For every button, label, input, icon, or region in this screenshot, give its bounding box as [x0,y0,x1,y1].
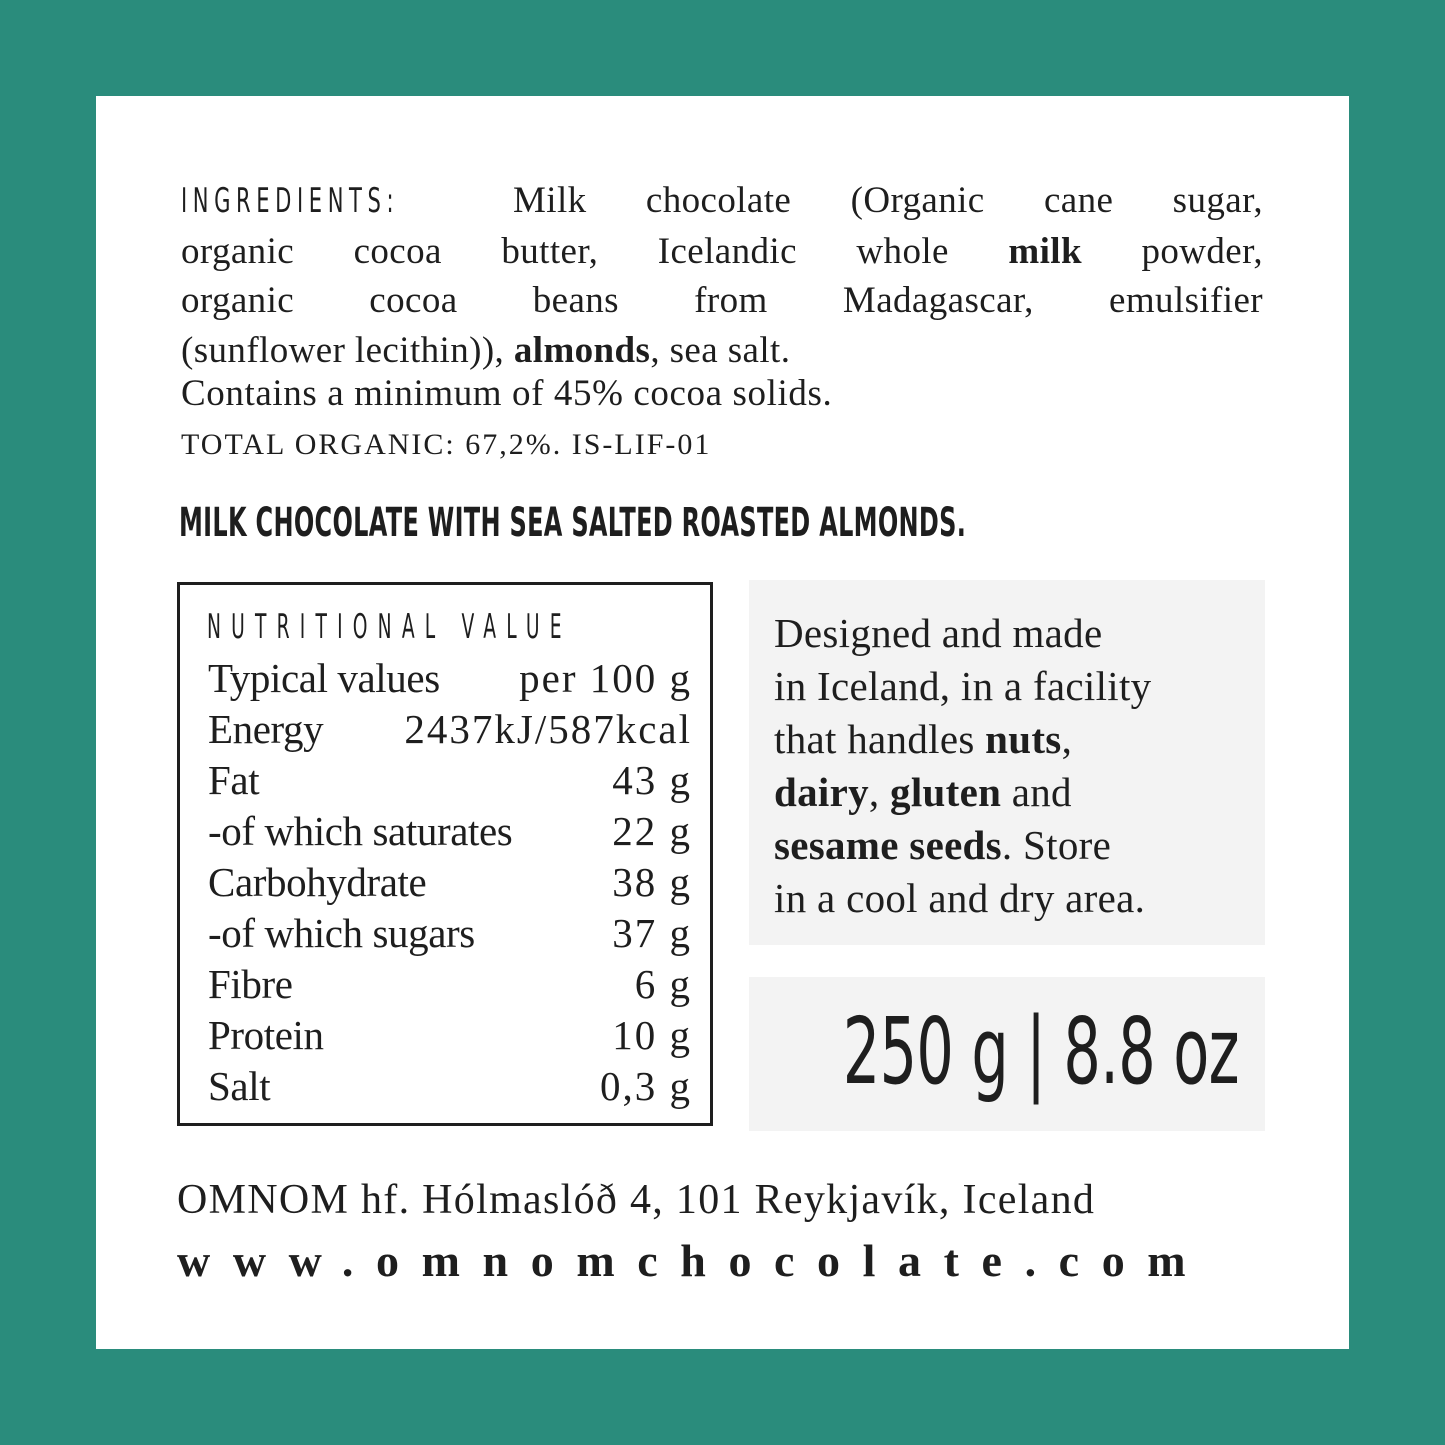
nutrition-value: 0,3 g [600,1063,692,1109]
allergen-almonds: almonds [513,329,651,371]
nutrition-label: Fibre [208,961,293,1007]
nutrition-row [208,908,692,958]
ingredients-line-2: organic cocoa butter, Icelandic whole milk powder, [181,230,1263,272]
product-name: MILK CHOCOLATE WITH SEA SALTED ROASTED ALMONDS. [179,500,967,546]
nutrition-label: -of which saturates [208,808,513,854]
company-address: OMNOM hf. Hólmaslóð 4, 101 Reykjavík, Iceland [177,1177,1096,1223]
cocoa-content: Contains a minimum of 45% cocoa solids. [181,373,833,414]
nutrition-row [208,806,692,856]
nutrition-value: 43 g [612,757,692,803]
nutrition-label: -of which sugars [208,910,475,956]
nutrition-value: 22 g [612,808,692,854]
nutrition-label: Typical values [208,655,440,701]
nutrition-table [177,582,713,1126]
nutrition-row [208,755,692,805]
ingredients-heading: INGREDIENTS: [181,181,400,221]
product-label [96,96,1349,1349]
allergen-milk: milk [1008,230,1082,272]
nutrition-row [208,857,692,907]
nutrition-value: 10 g [612,1012,692,1058]
nutrition-label: Salt [208,1063,271,1109]
net-weight: 250 g | 8.8 oz [842,998,1239,1105]
allergen-sesame: sesame seeds [774,822,1002,868]
nutrition-row [208,1010,692,1060]
ingredients-line-4: (sunflower lecithin)), almonds, sea salt. [181,329,791,371]
ingredients-line-1: INGREDIENTS: Milk chocolate (Organic cane sugar, [181,176,1263,227]
nutrition-label: Fat [208,757,260,803]
facility-info-text: Designed and made in Iceland, in a facility that handles nuts, dairy, gluten and sesame seeds. Store in a cool and dry area. [774,610,1152,921]
nutrition-label: Energy [208,706,324,752]
nutrition-value: 6 g [634,961,692,1007]
nutrition-label: Protein [208,1012,324,1058]
nutrition-label: Carbohydrate [208,859,427,905]
nutrition-row [208,653,692,703]
organic-certification: TOTAL ORGANIC: 67,2%. IS-LIF-01 [181,428,712,461]
nutrition-row [208,959,692,1009]
allergen-dairy: dairy [774,769,869,815]
website-url: www.omnomchocolate.com [177,1235,1209,1286]
nutrition-row [208,1061,692,1111]
nutrition-value: 38 g [612,859,692,905]
ingredients-block [181,176,1263,375]
facility-info-panel [749,580,1265,945]
nutrition-title: NUTRITIONAL VALUE [207,607,572,647]
ingredients-line-3: organic cocoa beans from Madagascar, emulsifier [181,280,1263,321]
nutrition-value: 2437kJ/587kcal [404,706,692,752]
nutrition-row [208,704,692,754]
weight-panel [749,977,1265,1131]
nutrition-value: 37 g [612,910,692,956]
allergen-nuts: nuts [985,716,1062,762]
nutrition-value: per 100 g [519,655,692,701]
allergen-gluten: gluten [890,769,1002,815]
